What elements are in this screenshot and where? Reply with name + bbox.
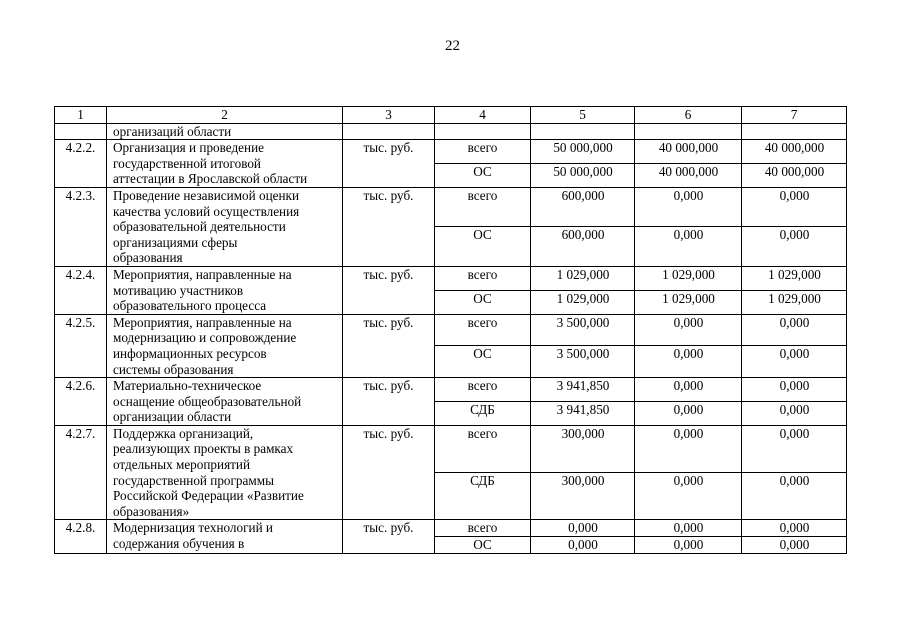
table-row: [55, 425, 847, 472]
value-col6: 0,000: [635, 378, 742, 402]
funding-source: ОС: [435, 537, 531, 554]
header-cell: 2: [107, 107, 343, 124]
empty-cell: [435, 123, 531, 140]
value-col6: 40 000,000: [635, 164, 742, 188]
item-name-line: организаций области: [113, 123, 232, 139]
funding-source: всего: [435, 378, 531, 402]
value-col5: 0,000: [531, 537, 635, 554]
item-name-cell: [107, 123, 343, 140]
funding-source: ОС: [435, 290, 531, 314]
value-col6: 0,000: [635, 425, 742, 472]
value-col6: 0,000: [635, 346, 742, 378]
item-number: 4.2.3.: [55, 187, 107, 266]
value-col6: 0,000: [635, 520, 742, 537]
item-name-line: Организация и проведение: [113, 140, 264, 156]
item-name-cell: [107, 314, 343, 377]
value-col7: 0,000: [742, 401, 847, 425]
unit-cell: тыс. руб.: [343, 140, 435, 188]
item-name-line: Материально-техническое: [113, 378, 262, 394]
value-col7: 0,000: [742, 187, 847, 226]
item-name-line: образования»: [113, 503, 190, 519]
item-name-line: Российской Федерации «Развитие: [113, 488, 304, 504]
item-name-cell: [107, 425, 343, 520]
value-col5: 3 500,000: [531, 346, 635, 378]
value-col5: 1 029,000: [531, 266, 635, 290]
item-name-line: системы образования: [113, 361, 234, 377]
item-name-line: мотивацию участников: [113, 282, 244, 298]
funding-source: СДБ: [435, 473, 531, 520]
value-col6: 0,000: [635, 227, 742, 266]
header-cell: 4: [435, 107, 531, 124]
empty-cell: [531, 123, 635, 140]
value-col6: 0,000: [635, 187, 742, 226]
value-col7: 40 000,000: [742, 140, 847, 164]
item-name-line: организации области: [113, 409, 232, 425]
continuation-row: [55, 123, 847, 140]
item-name-line: оснащение общеобразовательной: [113, 393, 302, 409]
item-name-line: отдельных мероприятий: [113, 457, 251, 473]
item-name-line: Мероприятия, направленные на: [113, 266, 292, 282]
table-body: [55, 107, 847, 554]
value-col7: 0,000: [742, 227, 847, 266]
unit-cell: тыс. руб.: [343, 520, 435, 553]
value-col5: 600,000: [531, 187, 635, 226]
table-row: [55, 187, 847, 226]
empty-cell: [742, 123, 847, 140]
table-row: [55, 520, 847, 537]
item-name-line: образовательного процесса: [113, 298, 267, 314]
funding-source: всего: [435, 314, 531, 346]
value-col5: 3 500,000: [531, 314, 635, 346]
table-row: [55, 140, 847, 164]
value-col6: 40 000,000: [635, 140, 742, 164]
value-col7: 0,000: [742, 425, 847, 472]
value-col6: 1 029,000: [635, 266, 742, 290]
unit-cell: тыс. руб.: [343, 425, 435, 520]
table-row: [55, 314, 847, 346]
item-number: 4.2.7.: [55, 425, 107, 520]
item-name-line: государственной программы: [113, 472, 274, 488]
item-name-cell: [107, 266, 343, 314]
item-name-line: образовательной деятельности: [113, 219, 286, 235]
value-col5: 50 000,000: [531, 164, 635, 188]
funding-source: всего: [435, 187, 531, 226]
funding-source: ОС: [435, 164, 531, 188]
funding-source: СДБ: [435, 401, 531, 425]
value-col5: 0,000: [531, 520, 635, 537]
table-row: [55, 266, 847, 290]
item-number: 4.2.4.: [55, 266, 107, 314]
value-col6: 1 029,000: [635, 290, 742, 314]
table-row: [55, 378, 847, 402]
item-name-line: Мероприятия, направленные на: [113, 314, 292, 330]
item-name-line: организациями сферы: [113, 234, 238, 250]
item-number: 4.2.6.: [55, 378, 107, 426]
value-col5: 50 000,000: [531, 140, 635, 164]
value-col7: 0,000: [742, 378, 847, 402]
funding-source: ОС: [435, 346, 531, 378]
header-cell: 1: [55, 107, 107, 124]
value-col5: 3 941,850: [531, 378, 635, 402]
funding-source: всего: [435, 520, 531, 537]
item-number: 4.2.5.: [55, 314, 107, 377]
value-col5: 300,000: [531, 473, 635, 520]
header-cell: 5: [531, 107, 635, 124]
item-name-line: модернизацию и сопровождение: [113, 330, 297, 346]
empty-cell: [343, 123, 435, 140]
item-name-line: Модернизация технологий и: [113, 520, 273, 536]
item-name-line: содержания обучения в: [113, 536, 245, 552]
page-number: 22: [445, 38, 460, 54]
value-col7: 1 029,000: [742, 290, 847, 314]
funding-source: всего: [435, 425, 531, 472]
value-col7: 40 000,000: [742, 164, 847, 188]
item-name-line: государственной итоговой: [113, 155, 261, 171]
value-col5: 300,000: [531, 425, 635, 472]
value-col5: 1 029,000: [531, 290, 635, 314]
header-cell: 3: [343, 107, 435, 124]
item-name-line: образования: [113, 250, 183, 266]
item-name-line: Проведение независимой оценки: [113, 187, 300, 203]
value-col7: 0,000: [742, 520, 847, 537]
item-name-cell: [107, 378, 343, 426]
item-name-line: качества условий осуществления: [113, 203, 300, 219]
item-name-cell: [107, 520, 343, 553]
item-name-line: реализующих проекты в рамках: [113, 441, 294, 457]
value-col7: 1 029,000: [742, 266, 847, 290]
value-col7: 0,000: [742, 473, 847, 520]
value-col5: 600,000: [531, 227, 635, 266]
item-name-cell: [107, 140, 343, 188]
funding-source: всего: [435, 140, 531, 164]
unit-cell: тыс. руб.: [343, 187, 435, 266]
value-col7: 0,000: [742, 537, 847, 554]
budget-table: [54, 106, 847, 554]
value-col6: 0,000: [635, 473, 742, 520]
value-col6: 0,000: [635, 314, 742, 346]
item-number: 4.2.2.: [55, 140, 107, 188]
unit-cell: тыс. руб.: [343, 314, 435, 377]
funding-source: всего: [435, 266, 531, 290]
item-name-cell: [107, 187, 343, 266]
item-number: 4.2.8.: [55, 520, 107, 553]
value-col6: 0,000: [635, 537, 742, 554]
value-col6: 0,000: [635, 401, 742, 425]
item-name-line: аттестации в Ярославской области: [113, 171, 308, 187]
value-col7: 0,000: [742, 346, 847, 378]
funding-source: ОС: [435, 227, 531, 266]
header-row: [55, 107, 847, 124]
item-name-line: Поддержка организаций,: [113, 425, 254, 441]
value-col5: 3 941,850: [531, 401, 635, 425]
item-name-line: информационных ресурсов: [113, 345, 267, 361]
unit-cell: тыс. руб.: [343, 266, 435, 314]
header-cell: 6: [635, 107, 742, 124]
row-number-cell: [55, 123, 107, 140]
unit-cell: тыс. руб.: [343, 378, 435, 426]
header-cell: 7: [742, 107, 847, 124]
empty-cell: [635, 123, 742, 140]
value-col7: 0,000: [742, 314, 847, 346]
